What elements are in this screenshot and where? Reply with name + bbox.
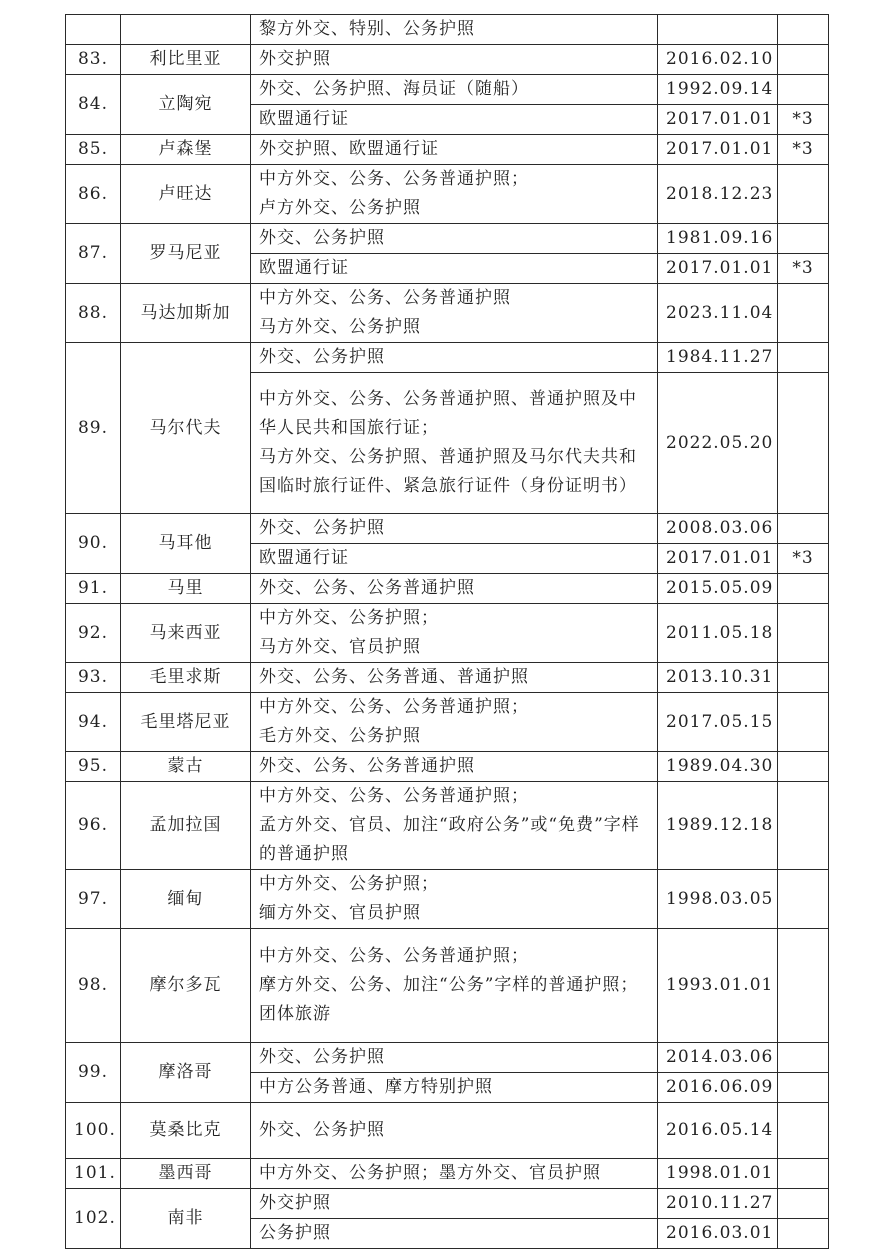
passport-types: 外交、公务护照: [251, 224, 658, 254]
country-name: 南非: [121, 1189, 251, 1249]
passport-types: 中方外交、公务、公务普通护照； 摩方外交、公务、加注“公务”字样的普通护照； 团体旅游: [251, 929, 658, 1043]
effective-date: 2016.02.10: [658, 45, 778, 75]
effective-date: 2010.11.27: [658, 1189, 778, 1219]
note-mark: *3: [778, 254, 829, 284]
table-row: [66, 1103, 829, 1159]
passport-types: 外交、公务护照: [251, 514, 658, 544]
table-row: [66, 1189, 829, 1219]
effective-date: 2015.05.09: [658, 574, 778, 604]
note-mark: *3: [778, 544, 829, 574]
country-name: 莫桑比克: [121, 1103, 251, 1159]
note-mark: [778, 1043, 829, 1073]
table-row: [66, 15, 829, 45]
table-row: [66, 1159, 829, 1189]
effective-date: 2023.11.04: [658, 284, 778, 343]
country-name: 毛里求斯: [121, 663, 251, 693]
effective-date: 2016.03.01: [658, 1219, 778, 1249]
country-name: 马达加斯加: [121, 284, 251, 343]
passport-types: 欧盟通行证: [251, 544, 658, 574]
note-mark: [778, 224, 829, 254]
note-mark: [778, 45, 829, 75]
effective-date: 2017.01.01: [658, 105, 778, 135]
effective-date: 2008.03.06: [658, 514, 778, 544]
effective-date: 1998.03.05: [658, 870, 778, 929]
effective-date: 1989.04.30: [658, 752, 778, 782]
row-number: 90.: [66, 514, 121, 574]
table-row: [66, 782, 829, 870]
effective-date: 1998.01.01: [658, 1159, 778, 1189]
passport-types: 公务护照: [251, 1219, 658, 1249]
passport-types: 中方公务普通、摩方特别护照: [251, 1073, 658, 1103]
effective-date: 2014.03.06: [658, 1043, 778, 1073]
passport-types: 黎方外交、特别、公务护照: [251, 15, 658, 45]
effective-date: 2022.05.20: [658, 373, 778, 514]
note-mark: [778, 1103, 829, 1159]
effective-date: 2017.01.01: [658, 135, 778, 165]
country-name: 卢森堡: [121, 135, 251, 165]
passport-types: 外交、公务、公务普通护照: [251, 574, 658, 604]
passport-types: 欧盟通行证: [251, 254, 658, 284]
effective-date: 2016.05.14: [658, 1103, 778, 1159]
row-number: 85.: [66, 135, 121, 165]
country-name: 卢旺达: [121, 165, 251, 224]
passport-types: 中方外交、公务、公务普通护照； 孟方外交、官员、加注“政府公务”或“免费”字样的普通护照: [251, 782, 658, 870]
country-name: 孟加拉国: [121, 782, 251, 870]
passport-types: 外交、公务护照: [251, 1043, 658, 1073]
note-mark: [778, 1189, 829, 1219]
note-mark: [778, 343, 829, 373]
country-name: [121, 15, 251, 45]
note-mark: [778, 929, 829, 1043]
passport-types: 外交护照、欧盟通行证: [251, 135, 658, 165]
passport-types: 外交、公务护照、海员证（随船）: [251, 75, 658, 105]
table-row: [66, 693, 829, 752]
note-mark: [778, 574, 829, 604]
effective-date: 2011.05.18: [658, 604, 778, 663]
passport-types: 中方外交、公务、公务普通护照； 毛方外交、公务护照: [251, 693, 658, 752]
table-row: [66, 45, 829, 75]
table-row: [66, 870, 829, 929]
country-name: 马里: [121, 574, 251, 604]
effective-date: 2018.12.23: [658, 165, 778, 224]
table-row: [66, 574, 829, 604]
row-number: 84.: [66, 75, 121, 135]
passport-types: 外交护照: [251, 1189, 658, 1219]
note-mark: *3: [778, 135, 829, 165]
note-mark: [778, 782, 829, 870]
effective-date: 2017.01.01: [658, 254, 778, 284]
effective-date: 1984.11.27: [658, 343, 778, 373]
note-mark: [778, 1159, 829, 1189]
note-mark: [778, 604, 829, 663]
row-number: 87.: [66, 224, 121, 284]
country-name: 立陶宛: [121, 75, 251, 135]
visa-exemption-table: [65, 14, 829, 1249]
passport-types: 外交、公务、公务普通护照: [251, 752, 658, 782]
row-number: 96.: [66, 782, 121, 870]
country-name: 墨西哥: [121, 1159, 251, 1189]
country-name: 摩尔多瓦: [121, 929, 251, 1043]
effective-date: 1989.12.18: [658, 782, 778, 870]
passport-types: 外交、公务护照: [251, 1103, 658, 1159]
table-row: [66, 343, 829, 373]
passport-types: 欧盟通行证: [251, 105, 658, 135]
row-number: 88.: [66, 284, 121, 343]
passport-types: 中方外交、公务、公务普通护照； 卢方外交、公务护照: [251, 165, 658, 224]
note-mark: [778, 373, 829, 514]
row-number: 99.: [66, 1043, 121, 1103]
table-row: [66, 224, 829, 254]
passport-types: 中方外交、公务护照；墨方外交、官员护照: [251, 1159, 658, 1189]
country-name: 马来西亚: [121, 604, 251, 663]
row-number: 98.: [66, 929, 121, 1043]
table-row: [66, 165, 829, 224]
passport-types: 中方外交、公务护照； 马方外交、官员护照: [251, 604, 658, 663]
note-mark: [778, 1073, 829, 1103]
note-mark: [778, 514, 829, 544]
note-mark: [778, 870, 829, 929]
note-mark: [778, 15, 829, 45]
effective-date: 2017.01.01: [658, 544, 778, 574]
note-mark: *3: [778, 105, 829, 135]
row-number: 101.: [66, 1159, 121, 1189]
note-mark: [778, 284, 829, 343]
row-number: [66, 15, 121, 45]
row-number: 102.: [66, 1189, 121, 1249]
note-mark: [778, 75, 829, 105]
note-mark: [778, 752, 829, 782]
passport-types: 外交、公务护照: [251, 343, 658, 373]
table-row: [66, 1043, 829, 1073]
country-name: 利比里亚: [121, 45, 251, 75]
row-number: 86.: [66, 165, 121, 224]
table-row: [66, 752, 829, 782]
passport-types: 中方外交、公务、公务普通护照、普通护照及中华人民共和国旅行证； 马方外交、公务护照、普通护照及马尔代夫共和国临时旅行证件、紧急旅行证件（身份证明书）: [251, 373, 658, 514]
effective-date: 2017.05.15: [658, 693, 778, 752]
table-row: [66, 514, 829, 544]
passport-types: 外交、公务、公务普通、普通护照: [251, 663, 658, 693]
table-row: [66, 284, 829, 343]
effective-date: 2016.06.09: [658, 1073, 778, 1103]
effective-date: [658, 15, 778, 45]
row-number: 94.: [66, 693, 121, 752]
country-name: 毛里塔尼亚: [121, 693, 251, 752]
note-mark: [778, 165, 829, 224]
note-mark: [778, 1219, 829, 1249]
country-name: 缅甸: [121, 870, 251, 929]
row-number: 92.: [66, 604, 121, 663]
country-name: 摩洛哥: [121, 1043, 251, 1103]
row-number: 91.: [66, 574, 121, 604]
passport-types: 中方外交、公务护照； 缅方外交、官员护照: [251, 870, 658, 929]
country-name: 蒙古: [121, 752, 251, 782]
table-row: [66, 663, 829, 693]
passport-types: 外交护照: [251, 45, 658, 75]
row-number: 93.: [66, 663, 121, 693]
table-row: [66, 75, 829, 105]
table-row: [66, 929, 829, 1043]
table-row: [66, 135, 829, 165]
effective-date: 1992.09.14: [658, 75, 778, 105]
table-row: [66, 604, 829, 663]
row-number: 97.: [66, 870, 121, 929]
row-number: 100.: [66, 1103, 121, 1159]
effective-date: 2013.10.31: [658, 663, 778, 693]
row-number: 83.: [66, 45, 121, 75]
note-mark: [778, 663, 829, 693]
note-mark: [778, 693, 829, 752]
effective-date: 1981.09.16: [658, 224, 778, 254]
passport-types: 中方外交、公务、公务普通护照 马方外交、公务护照: [251, 284, 658, 343]
country-name: 马耳他: [121, 514, 251, 574]
country-name: 罗马尼亚: [121, 224, 251, 284]
effective-date: 1993.01.01: [658, 929, 778, 1043]
row-number: 89.: [66, 343, 121, 514]
row-number: 95.: [66, 752, 121, 782]
country-name: 马尔代夫: [121, 343, 251, 514]
